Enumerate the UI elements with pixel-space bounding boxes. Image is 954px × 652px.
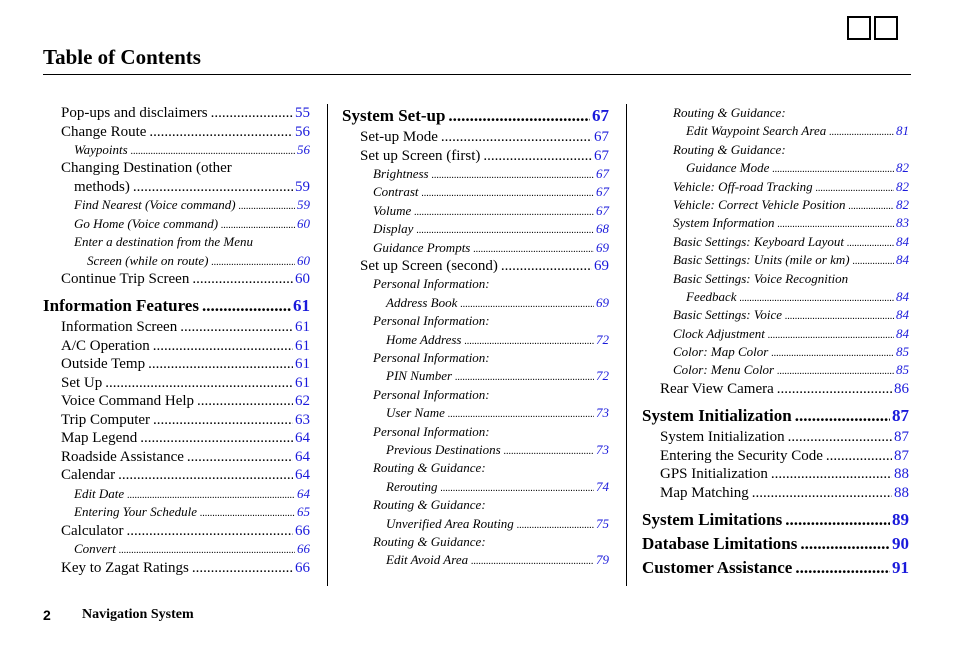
toc-page-link[interactable]: 64 bbox=[297, 485, 310, 501]
toc-page-link[interactable]: 67 bbox=[596, 166, 609, 181]
toc-entry-title: Map Legend bbox=[61, 430, 138, 447]
toc-entry[interactable] bbox=[642, 361, 909, 379]
toc-entry-title: Brightness bbox=[373, 166, 429, 181]
toc-page-link[interactable]: 65 bbox=[297, 504, 310, 520]
dot-leader bbox=[239, 196, 295, 216]
toc-entry[interactable] bbox=[43, 374, 310, 393]
dot-leader bbox=[795, 556, 890, 580]
toc-entry-title: PIN Number bbox=[386, 368, 453, 384]
toc-entry[interactable] bbox=[342, 515, 609, 533]
toc-entry-title: Map Matching bbox=[660, 484, 749, 501]
toc-page-link[interactable]: 87 bbox=[894, 429, 909, 446]
toc-entry-title: Previous Destinations bbox=[386, 441, 501, 457]
toc-page-link[interactable]: 66 bbox=[295, 522, 310, 539]
dot-leader bbox=[211, 252, 295, 272]
dot-leader bbox=[148, 355, 293, 374]
toc-entry-title: Routing & Guidance: bbox=[373, 533, 486, 549]
dot-leader bbox=[483, 147, 592, 166]
toc-section-entry[interactable] bbox=[642, 508, 909, 532]
toc-entry[interactable] bbox=[642, 251, 909, 269]
dot-leader bbox=[448, 404, 594, 424]
toc-page-link[interactable]: 72 bbox=[596, 368, 609, 384]
toc-page-link[interactable]: 85 bbox=[896, 344, 909, 360]
toc-entry-title: Routing & Guidance: bbox=[373, 460, 486, 476]
dot-leader bbox=[131, 141, 295, 161]
toc-entry-title: Personal Information: bbox=[373, 386, 490, 402]
toc-page-link[interactable]: 64 bbox=[295, 467, 310, 484]
toc-entry-title: Set Up bbox=[61, 374, 103, 391]
toc-entry-title: Vehicle: Correct Vehicle Position bbox=[673, 196, 846, 212]
toc-entry-label bbox=[43, 159, 310, 178]
dot-leader bbox=[460, 294, 594, 314]
toc-entry-title: Display bbox=[373, 221, 414, 237]
toc-entry[interactable] bbox=[342, 331, 609, 349]
toc-entry-title: Go Home (Voice command) bbox=[74, 215, 219, 231]
toc-entry[interactable] bbox=[342, 147, 609, 166]
toc-entry[interactable] bbox=[642, 159, 909, 177]
toc-entry-title: User Name bbox=[386, 405, 445, 421]
toc-entry-title: Personal Information: bbox=[373, 313, 490, 329]
toc-page-link[interactable]: 86 bbox=[894, 380, 909, 397]
dot-leader bbox=[471, 551, 594, 571]
toc-entry-label bbox=[342, 533, 609, 551]
toc-page-link[interactable]: 56 bbox=[297, 142, 310, 157]
dot-leader bbox=[200, 503, 295, 523]
toc-entry-title: Routing & Guidance: bbox=[373, 497, 486, 513]
toc-page-link[interactable]: 84 bbox=[896, 325, 909, 341]
toc-page-link[interactable]: 85 bbox=[896, 362, 909, 378]
toc-entry-title: Database Limitations bbox=[642, 534, 798, 554]
toc-entry-title: Basic Settings: Units (mile or km) bbox=[673, 252, 850, 268]
toc-entry-title: Personal Information: bbox=[373, 423, 490, 439]
dot-leader bbox=[202, 294, 291, 318]
toc-page-link[interactable]: 59 bbox=[295, 178, 310, 195]
toc-entry-title: Basic Settings: Voice Recognition bbox=[673, 270, 849, 286]
toc-page-link[interactable]: 67 bbox=[596, 184, 609, 200]
toc-entry[interactable] bbox=[342, 128, 609, 147]
toc-page-link[interactable]: 91 bbox=[892, 558, 909, 578]
toc-entry-title: Customer Assistance bbox=[642, 558, 793, 578]
toc-page-link[interactable]: 74 bbox=[596, 478, 609, 494]
dot-leader bbox=[441, 128, 592, 147]
toc-page-link[interactable]: 61 bbox=[293, 296, 310, 316]
dot-leader bbox=[800, 532, 890, 556]
toc-entry[interactable] bbox=[642, 122, 909, 140]
toc-page-link[interactable]: 88 bbox=[894, 484, 909, 501]
toc-page-link[interactable]: 79 bbox=[596, 552, 609, 568]
toc-entry-label bbox=[342, 349, 609, 367]
dot-leader bbox=[777, 361, 894, 381]
toc-section-entry[interactable] bbox=[43, 294, 310, 318]
toc-entry[interactable] bbox=[342, 165, 609, 183]
dot-leader bbox=[149, 123, 293, 142]
toc-entry-title: Continue Trip Screen bbox=[61, 270, 190, 287]
column-divider bbox=[327, 104, 328, 586]
dot-leader bbox=[501, 257, 592, 276]
dot-leader bbox=[441, 478, 594, 498]
toc-page-link[interactable]: 90 bbox=[892, 534, 909, 554]
toc-entry-title: Key to Zagat Ratings bbox=[61, 559, 189, 576]
toc-entry[interactable] bbox=[43, 503, 310, 521]
toc-entry-label bbox=[642, 104, 909, 122]
toc-page-link[interactable]: 84 bbox=[896, 233, 909, 249]
toc-entry-title: Pop-ups and disclaimers bbox=[61, 105, 208, 121]
dot-leader bbox=[768, 325, 894, 345]
toc-entry[interactable] bbox=[342, 478, 609, 496]
toc-entry[interactable] bbox=[43, 411, 310, 430]
toc-entry-title: Personal Information: bbox=[373, 276, 490, 292]
toc-entry[interactable] bbox=[43, 123, 310, 142]
toc-entry-label bbox=[342, 312, 609, 330]
toc-entry-title: Rerouting bbox=[386, 478, 438, 494]
toc-page-link[interactable]: 55 bbox=[295, 105, 310, 121]
toc-page-link[interactable]: 75 bbox=[596, 515, 609, 531]
toc-entry[interactable] bbox=[43, 429, 310, 448]
dot-leader bbox=[464, 331, 594, 351]
toc-entry[interactable] bbox=[43, 559, 310, 578]
dot-leader bbox=[771, 343, 894, 363]
page-nav bbox=[847, 16, 898, 40]
toc-entry-title: Outside Temp bbox=[61, 356, 146, 373]
toc-page-link[interactable]: 84 bbox=[896, 307, 909, 323]
toc-entry[interactable] bbox=[642, 465, 909, 484]
toc-page-link[interactable]: 82 bbox=[896, 196, 909, 212]
toc-page-link[interactable]: 67 bbox=[594, 129, 609, 145]
toc-entry[interactable] bbox=[43, 522, 310, 541]
dot-leader bbox=[126, 522, 293, 541]
toc-entry-title: System Set-up bbox=[342, 106, 446, 125]
toc-entry[interactable] bbox=[342, 220, 609, 238]
toc-entry-title: Feedback bbox=[686, 288, 737, 304]
dot-leader bbox=[829, 122, 894, 142]
dot-leader bbox=[140, 429, 293, 448]
toc-entry-title: System Initialization bbox=[642, 406, 792, 426]
toc-entry-title: Edit Waypoint Search Area bbox=[686, 123, 827, 139]
toc-entry[interactable] bbox=[642, 428, 909, 447]
toc-page-link[interactable]: 87 bbox=[892, 406, 909, 426]
toc-entry[interactable] bbox=[342, 183, 609, 201]
dot-leader bbox=[795, 404, 890, 428]
toc-entry[interactable] bbox=[43, 252, 310, 270]
toc-entry-title: Roadside Assistance bbox=[61, 448, 184, 465]
toc-entry-title: Color: Map Color bbox=[673, 344, 769, 360]
toc-entry-title: Contrast bbox=[373, 184, 419, 200]
toc-page-link[interactable]: 68 bbox=[596, 221, 609, 237]
dot-leader bbox=[847, 233, 894, 253]
dot-leader bbox=[133, 178, 293, 197]
toc-entry[interactable] bbox=[342, 441, 609, 459]
dot-leader bbox=[777, 380, 892, 399]
toc-page-link[interactable]: 59 bbox=[297, 197, 310, 213]
dot-leader bbox=[211, 104, 293, 123]
toc-page-link[interactable]: 60 bbox=[295, 270, 310, 287]
toc-entry-label bbox=[43, 233, 310, 251]
dot-leader bbox=[848, 196, 894, 216]
toc-page-link[interactable]: 56 bbox=[295, 123, 310, 140]
toc-page-link[interactable]: 84 bbox=[896, 252, 909, 268]
dot-leader bbox=[197, 392, 293, 411]
toc-page-link[interactable]: 72 bbox=[596, 331, 609, 347]
toc-column-2 bbox=[342, 104, 609, 570]
toc-entry[interactable] bbox=[642, 178, 909, 196]
dot-leader bbox=[816, 178, 894, 198]
toc-page-link[interactable]: 67 bbox=[596, 202, 609, 218]
toc-entry-title: Volume bbox=[373, 202, 412, 218]
toc-entry[interactable] bbox=[642, 484, 909, 503]
toc-entry-title: Enter a destination from the Menu bbox=[74, 234, 253, 250]
toc-page-link[interactable]: 88 bbox=[894, 466, 909, 483]
toc-entry[interactable] bbox=[43, 270, 310, 289]
dot-leader bbox=[740, 288, 894, 308]
dot-leader bbox=[777, 214, 894, 234]
toc-entry[interactable] bbox=[342, 551, 609, 569]
toc-entry-title: Set up Screen (first) bbox=[360, 147, 481, 164]
toc-entry[interactable] bbox=[43, 485, 310, 503]
toc-page-link[interactable]: 67 bbox=[594, 147, 609, 164]
book-title: Navigation System bbox=[82, 607, 194, 622]
dot-leader bbox=[153, 337, 293, 356]
dot-leader bbox=[119, 540, 295, 560]
toc-entry-title: Convert bbox=[74, 541, 116, 557]
toc-page-link[interactable]: 73 bbox=[596, 441, 609, 457]
dot-leader bbox=[504, 441, 594, 461]
toc-entry-label bbox=[642, 141, 909, 159]
toc-entry-title: Trip Computer bbox=[61, 411, 151, 428]
toc-entry[interactable] bbox=[342, 239, 609, 257]
dot-leader bbox=[771, 465, 892, 484]
toc-entry-label bbox=[342, 386, 609, 404]
toc-entry-title: Guidance Mode bbox=[686, 160, 770, 176]
toc-page-link[interactable]: 66 bbox=[295, 559, 310, 576]
next-page-button[interactable] bbox=[874, 16, 898, 40]
dot-leader bbox=[785, 306, 894, 326]
dot-leader bbox=[788, 428, 892, 447]
toc-entry[interactable] bbox=[43, 141, 310, 159]
toc-entry-title: Calendar bbox=[61, 467, 116, 484]
toc-entry[interactable] bbox=[642, 196, 909, 214]
toc-entry-title: Set up Screen (second) bbox=[360, 257, 498, 274]
toc-entry[interactable] bbox=[642, 214, 909, 232]
toc-page-link[interactable]: 69 bbox=[596, 239, 609, 255]
dot-leader bbox=[416, 220, 594, 240]
toc-page-link[interactable]: 83 bbox=[896, 215, 909, 231]
dot-leader bbox=[221, 215, 295, 235]
toc-entry[interactable] bbox=[43, 337, 310, 356]
dot-leader bbox=[432, 165, 594, 185]
toc-entry[interactable] bbox=[43, 318, 310, 337]
toc-entry-title: Screen (while on route) bbox=[87, 252, 209, 268]
dot-leader bbox=[448, 104, 590, 128]
dot-leader bbox=[127, 485, 295, 505]
toc-entry[interactable] bbox=[642, 233, 909, 251]
dot-leader bbox=[826, 447, 892, 466]
toc-entry-title: Guidance Prompts bbox=[373, 239, 471, 255]
toc-entry-title: Color: Menu Color bbox=[673, 362, 775, 378]
toc-page-link[interactable]: 69 bbox=[594, 257, 609, 274]
toc-entry-title: Changing Destination (other bbox=[61, 160, 232, 177]
dot-leader bbox=[192, 559, 293, 578]
toc-entry[interactable] bbox=[43, 104, 310, 123]
toc-entry-title: Personal Information: bbox=[373, 350, 490, 366]
toc-entry[interactable] bbox=[642, 288, 909, 306]
page-title: Table of Contents bbox=[43, 45, 201, 69]
toc-entry-label bbox=[342, 423, 609, 441]
toc-entry-title: Routing & Guidance: bbox=[673, 105, 786, 120]
toc-entry-title: Edit Avoid Area bbox=[386, 552, 469, 568]
toc-entry-title: System Information bbox=[673, 215, 775, 231]
dot-leader bbox=[180, 318, 293, 337]
toc-page-link[interactable]: 60 bbox=[297, 252, 310, 268]
toc-entry-title: Rear View Camera bbox=[660, 380, 774, 397]
toc-entry-title: Find Nearest (Voice command) bbox=[74, 197, 236, 213]
toc-entry[interactable] bbox=[642, 380, 909, 399]
toc-entry-title: Address Book bbox=[386, 294, 458, 310]
toc-entry[interactable] bbox=[43, 355, 310, 374]
toc-entry-title: Vehicle: Off-road Tracking bbox=[673, 178, 813, 194]
toc-entry-title: System Limitations bbox=[642, 510, 783, 530]
toc-entry-title: Home Address bbox=[386, 331, 462, 347]
toc-entry-title: Voice Command Help bbox=[61, 393, 195, 410]
toc-entry-title: Entering the Security Code bbox=[660, 447, 823, 464]
toc-page-link[interactable]: 60 bbox=[297, 215, 310, 231]
dot-leader bbox=[105, 374, 293, 393]
toc-entry-title: Unverified Area Routing bbox=[386, 515, 514, 531]
toc-section-entry[interactable] bbox=[642, 556, 909, 580]
toc-entry-title: Routing & Guidance: bbox=[673, 141, 786, 157]
toc-column-1 bbox=[43, 104, 310, 577]
toc-page-link[interactable]: 61 bbox=[295, 356, 310, 373]
dot-leader bbox=[422, 183, 594, 203]
dot-leader bbox=[853, 251, 894, 271]
toc-entry-title: System Initialization bbox=[660, 429, 785, 446]
toc-section-entry[interactable] bbox=[642, 404, 909, 428]
toc-entry[interactable] bbox=[342, 404, 609, 422]
dot-leader bbox=[414, 202, 594, 222]
toc-entry[interactable] bbox=[43, 178, 310, 197]
toc-entry-title: Information Screen bbox=[61, 319, 178, 336]
toc-entry-title: methods) bbox=[74, 178, 130, 195]
dot-leader bbox=[153, 411, 293, 430]
toc-entry-title: Clock Adjustment bbox=[673, 325, 765, 341]
toc-page-link[interactable]: 62 bbox=[295, 393, 310, 410]
toc-page-link[interactable]: 61 bbox=[295, 374, 310, 391]
toc-entry[interactable] bbox=[642, 343, 909, 361]
toc-entry[interactable] bbox=[342, 202, 609, 220]
toc-entry-title: A/C Operation bbox=[61, 337, 150, 354]
toc-page-link[interactable]: 63 bbox=[295, 411, 310, 428]
toc-entry[interactable] bbox=[43, 448, 310, 467]
toc-entry-title: Set-up Mode bbox=[360, 129, 438, 145]
toc-entry[interactable] bbox=[43, 215, 310, 233]
title-divider bbox=[43, 74, 911, 75]
toc-entry[interactable] bbox=[43, 540, 310, 558]
toc-entry-title: GPS Initialization bbox=[660, 466, 768, 483]
toc-entry[interactable] bbox=[642, 325, 909, 343]
toc-entry[interactable] bbox=[642, 447, 909, 466]
toc-entry[interactable] bbox=[342, 257, 609, 276]
toc-entry-title: Waypoints bbox=[74, 142, 128, 157]
toc-page-link[interactable]: 82 bbox=[896, 160, 909, 176]
previous-page-button[interactable] bbox=[847, 16, 871, 40]
toc-page-link[interactable]: 61 bbox=[295, 337, 310, 354]
toc-entry-label bbox=[342, 275, 609, 293]
toc-entry-label bbox=[342, 459, 609, 477]
toc-entry[interactable] bbox=[43, 466, 310, 485]
toc-entry[interactable] bbox=[43, 392, 310, 411]
toc-entry-title: Edit Date bbox=[74, 485, 125, 501]
toc-entry-title: Entering Your Schedule bbox=[74, 504, 198, 520]
toc-page-link[interactable]: 89 bbox=[892, 510, 909, 530]
dot-leader bbox=[772, 159, 894, 179]
toc-page-link[interactable]: 84 bbox=[896, 288, 909, 304]
toc-page-link[interactable]: 73 bbox=[596, 405, 609, 421]
dot-leader bbox=[517, 515, 594, 535]
dot-leader bbox=[192, 270, 293, 289]
toc-page-link[interactable]: 81 bbox=[896, 123, 909, 139]
toc-entry-label bbox=[342, 496, 609, 514]
column-divider bbox=[626, 104, 627, 586]
toc-entry-title: Basic Settings: Keyboard Layout bbox=[673, 233, 845, 249]
toc-section-entry[interactable] bbox=[642, 532, 909, 556]
toc-entry-title: Information Features bbox=[43, 296, 199, 316]
toc-page-link[interactable]: 69 bbox=[596, 294, 609, 310]
toc-page-link[interactable]: 87 bbox=[894, 447, 909, 464]
dot-leader bbox=[455, 367, 594, 387]
toc-entry[interactable] bbox=[342, 367, 609, 385]
dot-leader bbox=[752, 484, 892, 503]
toc-section-entry[interactable] bbox=[342, 104, 609, 128]
page-number: 2 bbox=[43, 607, 51, 623]
toc-entry-title: Basic Settings: Voice bbox=[673, 307, 783, 323]
toc-page-link[interactable]: 82 bbox=[896, 178, 909, 194]
dot-leader bbox=[187, 448, 293, 467]
toc-page-link[interactable]: 64 bbox=[295, 448, 310, 465]
toc-entry-title: Calculator bbox=[61, 522, 124, 539]
toc-page-link[interactable]: 66 bbox=[297, 541, 310, 557]
dot-leader bbox=[118, 466, 293, 485]
toc-entry-label bbox=[642, 270, 909, 288]
toc-entry[interactable] bbox=[43, 196, 310, 214]
toc-page-link[interactable]: 61 bbox=[295, 319, 310, 336]
toc-page-link[interactable]: 64 bbox=[295, 430, 310, 447]
toc-entry-title: Change Route bbox=[61, 123, 147, 140]
dot-leader bbox=[473, 239, 594, 259]
dot-leader bbox=[785, 508, 890, 532]
toc-column-3 bbox=[642, 104, 909, 580]
toc-page-link[interactable]: 67 bbox=[592, 106, 609, 125]
toc-entry[interactable] bbox=[342, 294, 609, 312]
toc-entry[interactable] bbox=[642, 306, 909, 324]
